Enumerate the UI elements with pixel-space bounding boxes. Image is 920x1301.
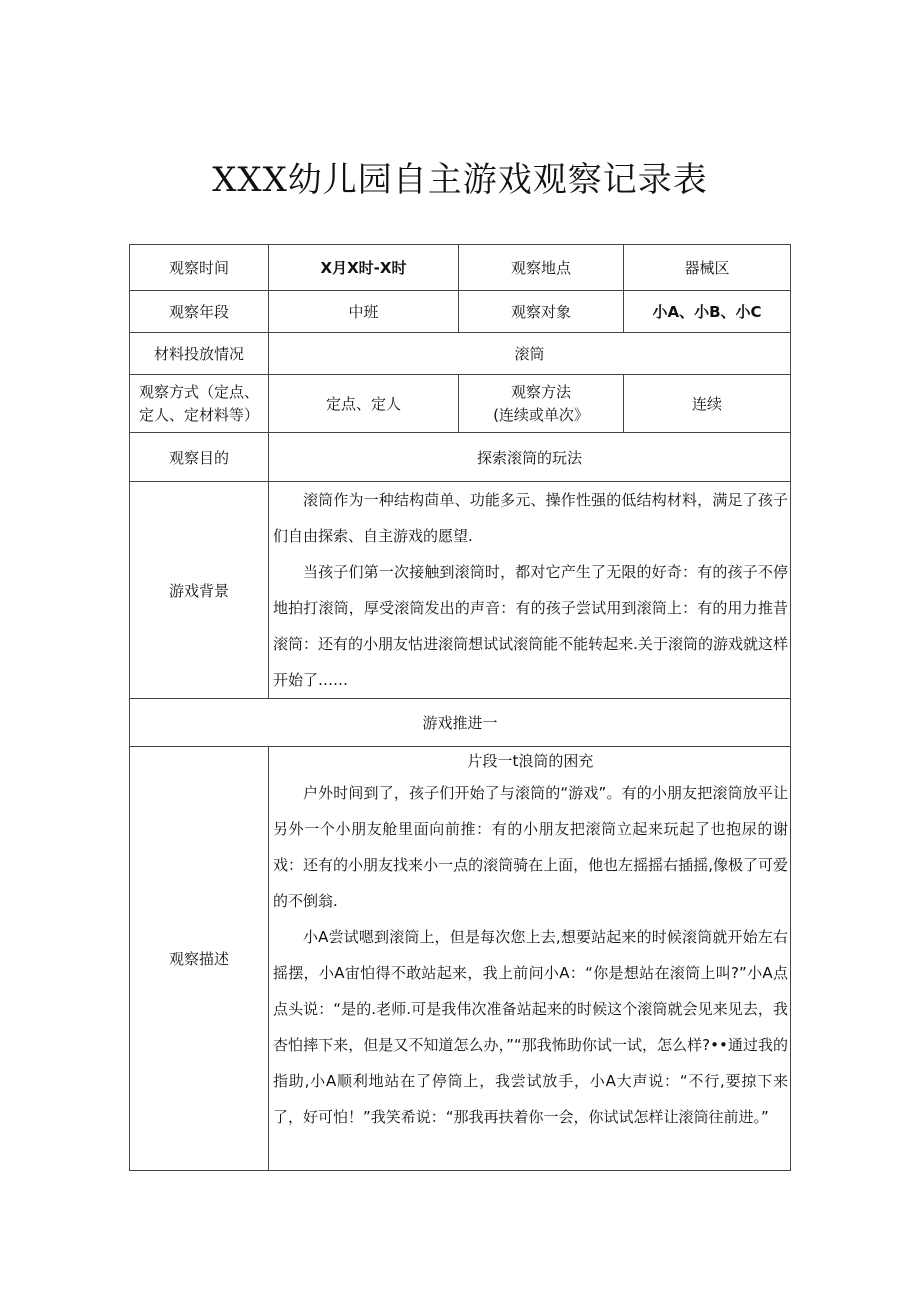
page-title: XXX幼儿园自主游戏观察记录表 xyxy=(212,160,708,200)
table-row xyxy=(130,333,791,375)
table-row xyxy=(130,482,791,699)
time-label: 观察时间 xyxy=(130,245,269,291)
description-label: 观察描述 xyxy=(130,747,269,1171)
method-label-line2: (连续或单次》 xyxy=(493,405,589,424)
progress-header: 游戏推进一 xyxy=(130,699,791,747)
method-label xyxy=(459,375,624,433)
place-value: 器械区 xyxy=(624,245,791,291)
description-paragraph-2: 小A尝试嗯到滚筒上，但是每次您上去,想要站起来的时候滚筒就开始左右摇摆，小A宙怕得不敢站起来，我上前问小A：“你是想站在滚筒上叫?”小A点点头说：“是的.老师.可是我伟次准备站起来的时候这个滚筒就会见来见去，我杏怕摔下来，但是又不知道怎么办，”“那我怖助你试一试，怎么样?••通过我的指助,小A顺利地站在了停筒上，我尝试放手，小A大声说：“不行,要掠下来了，好可怕！”我笑希说：“那我再扶着你一会，你试试怎样让滚筒往前进。” xyxy=(273,928,788,1126)
background-paragraph-1: 滚筒作为一种结构茴单、功能多元、操作性强的低结构材料，满足了孩子们自由探索、自主游戏的愿望. xyxy=(273,491,788,545)
background-paragraph-2: 当孩子们第一次接触到滚筒时，都对它产生了无限的好奇：有的孩子不停地拍打滚筒，厚受滚筒发出的声音：有的孩子尝试用到滚筒上：有的用力推昔滚筒：还有的小朋友怙进滚筒想试试滚筒能不能转起来.关于滚筒的游戏就这样开始了…… xyxy=(273,563,788,689)
target-label: 观察对象 xyxy=(459,291,624,333)
material-label: 材料投放情况 xyxy=(130,333,269,375)
table-row xyxy=(130,291,791,333)
observation-table xyxy=(129,244,791,1171)
background-label: 游戏背景 xyxy=(130,482,269,699)
purpose-value: 探索滚筒的玩法 xyxy=(269,433,791,482)
table-row xyxy=(130,747,791,1171)
target-value: 小A、小B、小C xyxy=(624,291,791,333)
time-value: X月X时-X时 xyxy=(269,245,459,291)
grade-value: 中班 xyxy=(269,291,459,333)
method-label-line1: 观察方法 xyxy=(510,382,571,401)
mode-label-line2: 定人、定材料等） xyxy=(138,405,259,424)
grade-label: 观察年段 xyxy=(130,291,269,333)
description-paragraph-1: 户外时间到了，孩子们开始了与滚筒的“游戏”。有的小朋友把滚筒放平让另外一个小朋友舱里面向前推：有的小朋友把滚筒立起来玩起了也抱尿的谢戏：还有的小朋友找来小一点的滚筒骑在上面，他也左摇摇右插摇,像极了可爱的不倒翁. xyxy=(273,784,788,910)
table-row xyxy=(130,433,791,482)
place-label: 观察地点 xyxy=(459,245,624,291)
description-content xyxy=(269,747,791,1171)
material-value: 滚筒 xyxy=(269,333,791,375)
table-row xyxy=(130,245,791,291)
method-value: 连续 xyxy=(624,375,791,433)
purpose-label: 观察目的 xyxy=(130,433,269,482)
description-subtitle: 片段一t浪筒的困充 xyxy=(467,752,594,770)
table-row xyxy=(130,375,791,433)
mode-value: 定点、定人 xyxy=(269,375,459,433)
table-row xyxy=(130,699,791,747)
mode-label xyxy=(130,375,269,433)
background-content xyxy=(269,482,791,699)
mode-label-line1: 观察方式（定点、 xyxy=(138,382,259,401)
